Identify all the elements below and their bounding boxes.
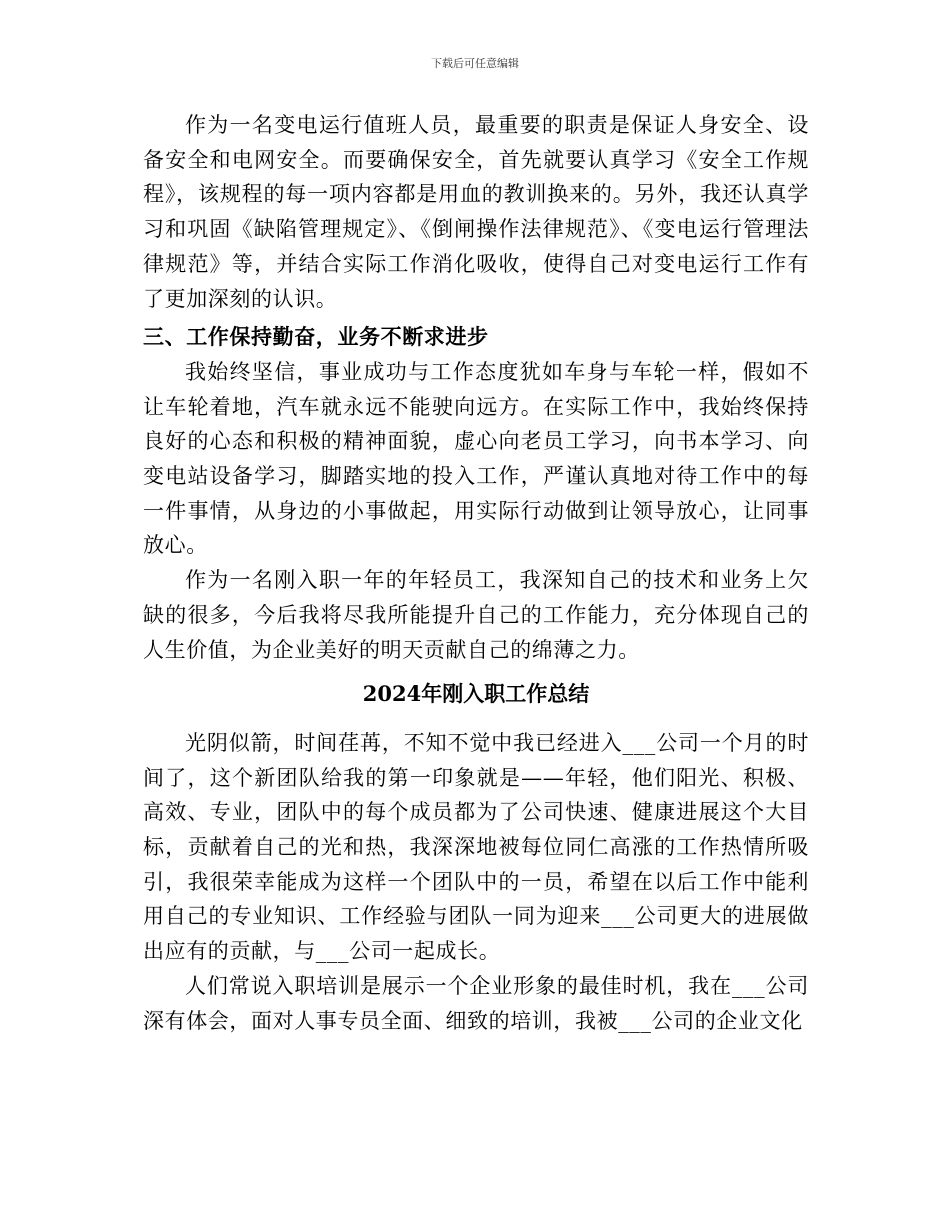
page-header: 下载后可任意编辑 — [431, 57, 519, 70]
section-heading-3: 三、工作保持勤奋，业务不断求进步 — [143, 324, 489, 350]
document-body — [143, 108, 809, 1038]
paragraph-work-attitude: 我始终坚信，事业成功与工作态度犹如车身与车轮一样，假如不让车轮着地，汽车就永远不能驶向远方。在实际工作中，我始终保持良好的心态和积极的精神面貌，虚心向老员工学习，向书本学习、向变电站设备学习，脚踏实地的投入工作，严谨认真地对待工作中的每一件事情，从身边的小事做起，用实际行动做到让领导放心，让同事放心。 — [143, 359, 809, 558]
paragraph-first-impression: 光阴似箭，时间荏苒，不知不觉中我已经进入___公司一个月的时间了，这个新团队给我的第一印象就是——年轻，他们阳光、积极、高效、专业，团队中的每个成员都为了公司快速、健康进展这个大目标，贡献着自己的光和热，我深深地被每位同仁高涨的工作热情所吸引，我很荣幸能成为这样一个团队中的一员，希望在以后工作中能利用自己的专业知识、工作经验与团队一同为迎来___公司更大的进展做出应有的贡献，与___公司一起成长。 — [143, 730, 809, 964]
paragraph-safety-duties: 作为一名变电运行值班人员，最重要的职责是保证人身安全、设备安全和电网安全。而要确保安全，首先就要认真学习《安全工作规程》，该规程的每一项内容都是用血的教训换来的。另外，我还认真学习和巩固《缺陷管理规定》、《倒闸操作法律规范》、《变电运行管理法律规范》等，并结合实际工作消化吸收，使得自己对变电运行工作有了更加深刻的认识。 — [143, 113, 809, 311]
paragraph-training: 人们常说入职培训是展示一个企业形象的最佳时机，我在___公司深有体会，面对人事专员全面、细致的培训，我被___公司的企业文化 — [143, 973, 809, 1033]
document-title: 2024年刚入职工作总结 — [362, 681, 590, 707]
paragraph-conclusion: 作为一名刚入职一年的年轻员工，我深知自己的技术和业务上欠缺的很多，今后我将尽我所能提升自己的工作能力，充分体现自己的人生价值，为企业美好的明天贡献自己的绵薄之力。 — [143, 568, 809, 662]
